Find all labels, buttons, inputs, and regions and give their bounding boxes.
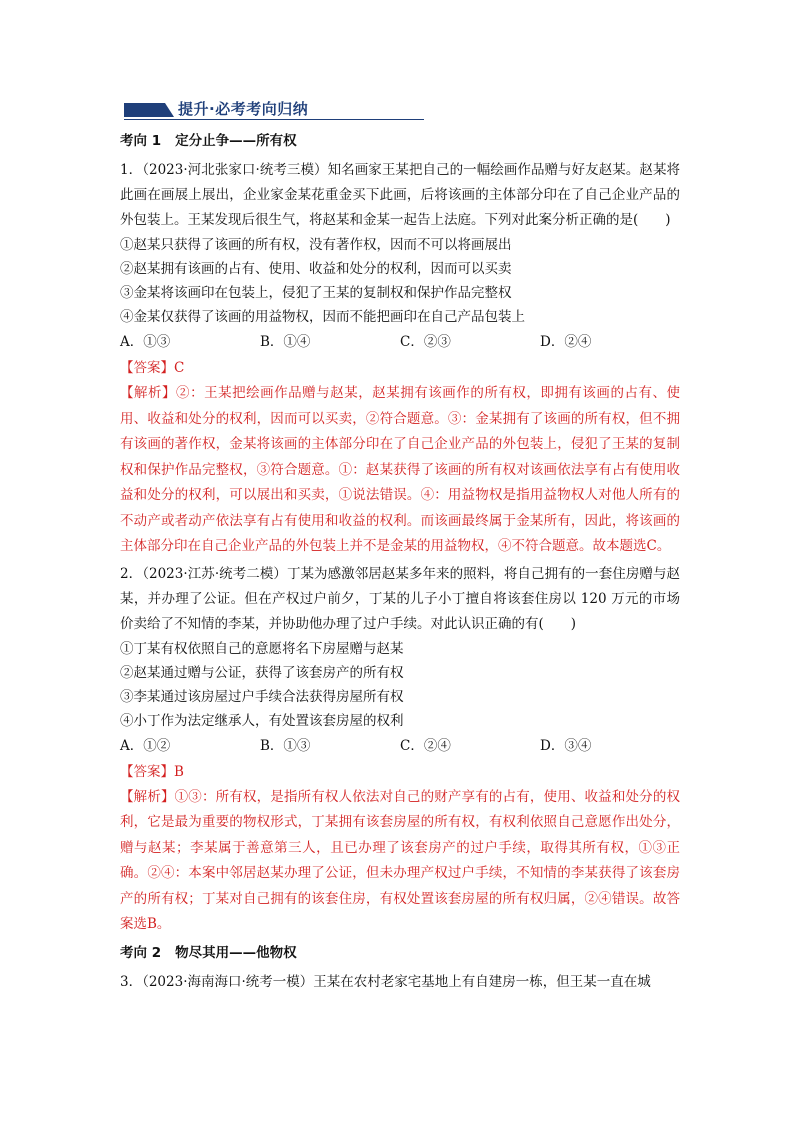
question-2 [120,562,680,938]
section-label: 考向 2 [120,944,162,961]
answer-line: 【答案】C [120,360,185,376]
section-label: 考向 1 [120,133,162,149]
question-stem: 3．（2023·海南海口·统考一模）王某在农村老家宅基地上有自建房一栋，但王某一直在城 [120,973,651,990]
choice-d: D．②④ [540,334,592,350]
banner-underline [124,119,424,120]
section-title: 物尽其用——他物权 [175,944,297,961]
answer-line: 【答案】B [120,763,184,780]
choice-b: B．①④ [260,334,311,350]
option-statement: ③李某通过该房屋过户手续合法获得房屋所有权 [120,688,404,705]
choice-c: C．②③ [400,334,451,350]
question-stem: 2．（2023·江苏·统考二模）丁某为感激邻居赵某多年来的照料，将自己拥有的一套住房赠与赵某，并办理了公证。但在产权过户前夕，丁某的儿子小丁擅自将该套住房以 120 万元的市场价卖给了不知情的李某，并协助他办理了过户手续。对此认识正确的有( ) [120,565,680,632]
option-statement: ④金某仅获得了该画的用益物权，因而不能把画印在自己产品包装上 [120,309,525,325]
banner-bar-decoration [124,103,174,117]
option-statement: ①丁某有权依照自己的意愿将名下房屋赠与赵某 [120,640,404,657]
section-title: 定分止争——所有权 [175,133,297,149]
choice-a: A．①③ [120,334,171,350]
question-stem: 1．（2023·河北张家口·统考三模）知名画家王某把自己的一幅绘画作品赠与好友赵某。赵某将此画在画展上展出，企业家金某花重金买下此画，后将该画的主体部分印在了自己企业产品的外包装上。王某发现后很生气，将赵某和金某一起告上法庭。下列对此案分析正确的是( ) [120,162,680,228]
answer-choices [120,329,680,355]
option-statement: ②赵某通过赠与公证，获得了该套房产的所有权 [120,664,404,681]
answer-choices [120,733,680,759]
choice-a: A．①② [120,737,171,754]
option-statement: ①赵某只获得了该画的所有权，没有著作权，因而不可以将画展出 [120,237,512,253]
choice-b: B．①③ [260,737,311,754]
section-banner [120,96,430,122]
document-page [120,96,680,995]
option-statement: ②赵某拥有该画的占有、使用、收益和处分的权利，因而可以买卖 [120,261,512,277]
question-1 [120,158,680,560]
section-heading-2 [120,942,680,964]
banner-title: 提升·必考考向归纳 [178,100,309,118]
choice-d: D．③④ [540,737,592,754]
question-3 [120,970,680,995]
choice-c: C．②④ [400,737,451,754]
option-statement: ④小丁作为法定继承人，有处置该套房屋的权利 [120,712,404,729]
option-statement: ③金某将该画印在包装上，侵犯了王某的复制权和保护作品完整权 [120,285,512,301]
section-heading-1 [120,130,680,152]
explanation: 【解析】②：王某把绘画作品赠与赵某，赵某拥有该画作的所有权，即拥有该画的占有、使用、收益和处分的权利，因而可以买卖，②符合题意。③：金某拥有了该画的所有权，但不拥有该画的著作权，金某将该画的主体部分印在了自己企业产品的外包装上，侵犯了王某的复制权和保护作品完整权，③符合题意。①：赵某获得了该画的所有权对该画依法享有占有使用收益和处分的权利，可以展出和买卖，①说法错误。④：用益物权是指用益物权人对他人所有的不动产或者动产依法享有占有使用和收益的权利。而该画最终属于金某所有，因此，将该画的主体部分印在自己企业产品的外包装上并不是金某的用益物权，④不符合题意。故本题选C。 [120,385,680,554]
explanation: 【解析】①③：所有权，是指所有权人依法对自己的财产享有的占有，使用、收益和处分的权利，它是最为重要的物权形式，丁某拥有该套房屋的所有权，有权利依照自己意愿作出处分，赠与赵某；李某属于善意第三人，且已办理了该套房产的过户手续，取得其所有权，①③正确。②④：本案中邻居赵某办理了公证，但未办理产权过户手续，不知情的李某获得了该套房产的所有权；丁某对自己拥有的该套住房，有权处置该套房屋的所有权归属，②④错误。故答案选B。 [120,788,680,932]
